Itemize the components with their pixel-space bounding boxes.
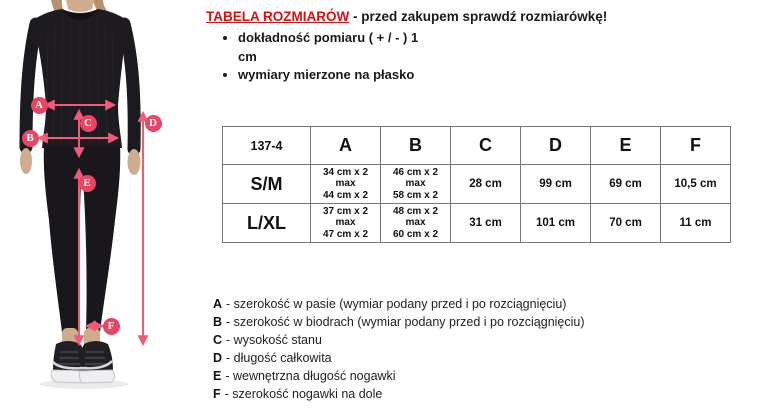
size-label: S/M bbox=[223, 165, 311, 204]
size-table bbox=[222, 126, 731, 243]
column-letter-f: F bbox=[661, 127, 731, 165]
value-line: 11 cm bbox=[679, 217, 712, 229]
legend-key: F bbox=[213, 387, 221, 401]
measurement-value bbox=[521, 165, 591, 204]
value-line: 70 cm bbox=[609, 217, 642, 229]
legend-key: D bbox=[213, 351, 223, 365]
measurement-value bbox=[661, 165, 731, 204]
value-line: 46 cm x 2 bbox=[392, 166, 439, 178]
value-line: max bbox=[405, 217, 426, 229]
note-item-1 bbox=[238, 29, 418, 66]
table-row bbox=[223, 165, 731, 204]
value-line: 47 cm x 2 bbox=[322, 228, 369, 240]
page-title bbox=[206, 9, 762, 24]
value-line: 99 cm bbox=[539, 178, 572, 190]
value-line: max bbox=[405, 178, 426, 190]
value-line: 34 cm x 2 bbox=[322, 166, 369, 178]
neck bbox=[66, 0, 94, 12]
measurement-value bbox=[521, 204, 591, 243]
size-label: L/XL bbox=[223, 204, 311, 243]
value-line: 10,5 cm bbox=[674, 178, 717, 190]
legend-line-c bbox=[213, 331, 585, 349]
measurement-value bbox=[591, 204, 661, 243]
legend-text: - wewnętrzna długość nogawki bbox=[225, 369, 396, 383]
measure-marker-a: A bbox=[31, 97, 48, 114]
value-line: 101 cm bbox=[535, 217, 575, 229]
measure-marker-e: E bbox=[79, 175, 96, 192]
legend-line-b bbox=[213, 313, 585, 331]
legend-line-d bbox=[213, 349, 585, 367]
measure-marker-c: C bbox=[80, 115, 97, 132]
value-line: 60 cm x 2 bbox=[392, 228, 439, 240]
legend-line-f bbox=[213, 385, 585, 403]
legend-key: B bbox=[213, 315, 223, 329]
column-letter-d: D bbox=[521, 127, 591, 165]
size-table-title: TABELA ROZMIARÓW bbox=[206, 9, 350, 24]
value-line: 37 cm x 2 bbox=[322, 205, 369, 217]
note-line: cm bbox=[238, 48, 257, 64]
note-line: • dokładność pomiaru ( + / - ) 1 bbox=[238, 30, 419, 45]
legend-text: - szerokość w pasie (wymiar podany przed i po rozciągnięciu) bbox=[226, 297, 567, 311]
value-line: 31 cm bbox=[469, 217, 502, 229]
column-letter-e: E bbox=[591, 127, 661, 165]
value-line: 58 cm x 2 bbox=[392, 189, 439, 201]
legend-text: - szerokość w biodrach (wymiar podany przed i po rozciągnięciu) bbox=[226, 315, 585, 329]
right-hand bbox=[128, 149, 141, 175]
measurement-value bbox=[451, 204, 521, 243]
legend-text: - wysokość stanu bbox=[226, 333, 322, 347]
legend-key: A bbox=[213, 297, 223, 311]
table-header-row bbox=[223, 127, 731, 165]
notes-list bbox=[214, 29, 418, 85]
measurement-value bbox=[381, 204, 451, 243]
mannequin-graphic bbox=[0, 0, 200, 415]
legend-line-a bbox=[213, 295, 585, 313]
table-row bbox=[223, 204, 731, 243]
leggings bbox=[44, 146, 121, 332]
note-line: • wymiary mierzone na płasko bbox=[238, 67, 415, 82]
measurement-value bbox=[311, 204, 381, 243]
value-line: 44 cm x 2 bbox=[322, 189, 369, 201]
right-sleeve bbox=[124, 24, 134, 149]
measure-marker-b: B bbox=[22, 130, 39, 147]
legend-text: - długość całkowita bbox=[226, 351, 332, 365]
value-line: 48 cm x 2 bbox=[392, 205, 439, 217]
value-line: max bbox=[335, 178, 356, 190]
column-letter-a: A bbox=[311, 127, 381, 165]
size-table-body bbox=[223, 127, 731, 243]
model-photo bbox=[0, 0, 200, 415]
left-sleeve bbox=[26, 24, 36, 147]
legend-line-e bbox=[213, 367, 585, 385]
left-hand bbox=[20, 148, 32, 174]
measure-marker-d: D bbox=[145, 115, 162, 132]
legend-text: - szerokość nogawki na dole bbox=[224, 387, 383, 401]
size-table-subtitle: - przed zakupem sprawdź rozmiarówkę! bbox=[349, 9, 608, 24]
measurement-value bbox=[661, 204, 731, 243]
value-line: max bbox=[335, 217, 356, 229]
measurement-value bbox=[381, 165, 451, 204]
product-code: 137-4 bbox=[223, 127, 311, 165]
measurement-value bbox=[591, 165, 661, 204]
measurement-legend bbox=[213, 295, 585, 403]
value-line: 69 cm bbox=[609, 178, 642, 190]
value-line: 28 cm bbox=[469, 178, 502, 190]
measure-marker-f: F bbox=[103, 318, 120, 335]
note-item-2 bbox=[238, 66, 418, 85]
measurement-value bbox=[451, 165, 521, 204]
column-letter-b: B bbox=[381, 127, 451, 165]
measurement-value bbox=[311, 165, 381, 204]
sneakers bbox=[51, 341, 114, 383]
legend-key: E bbox=[213, 369, 222, 383]
legend-key: C bbox=[213, 333, 223, 347]
column-letter-c: C bbox=[451, 127, 521, 165]
